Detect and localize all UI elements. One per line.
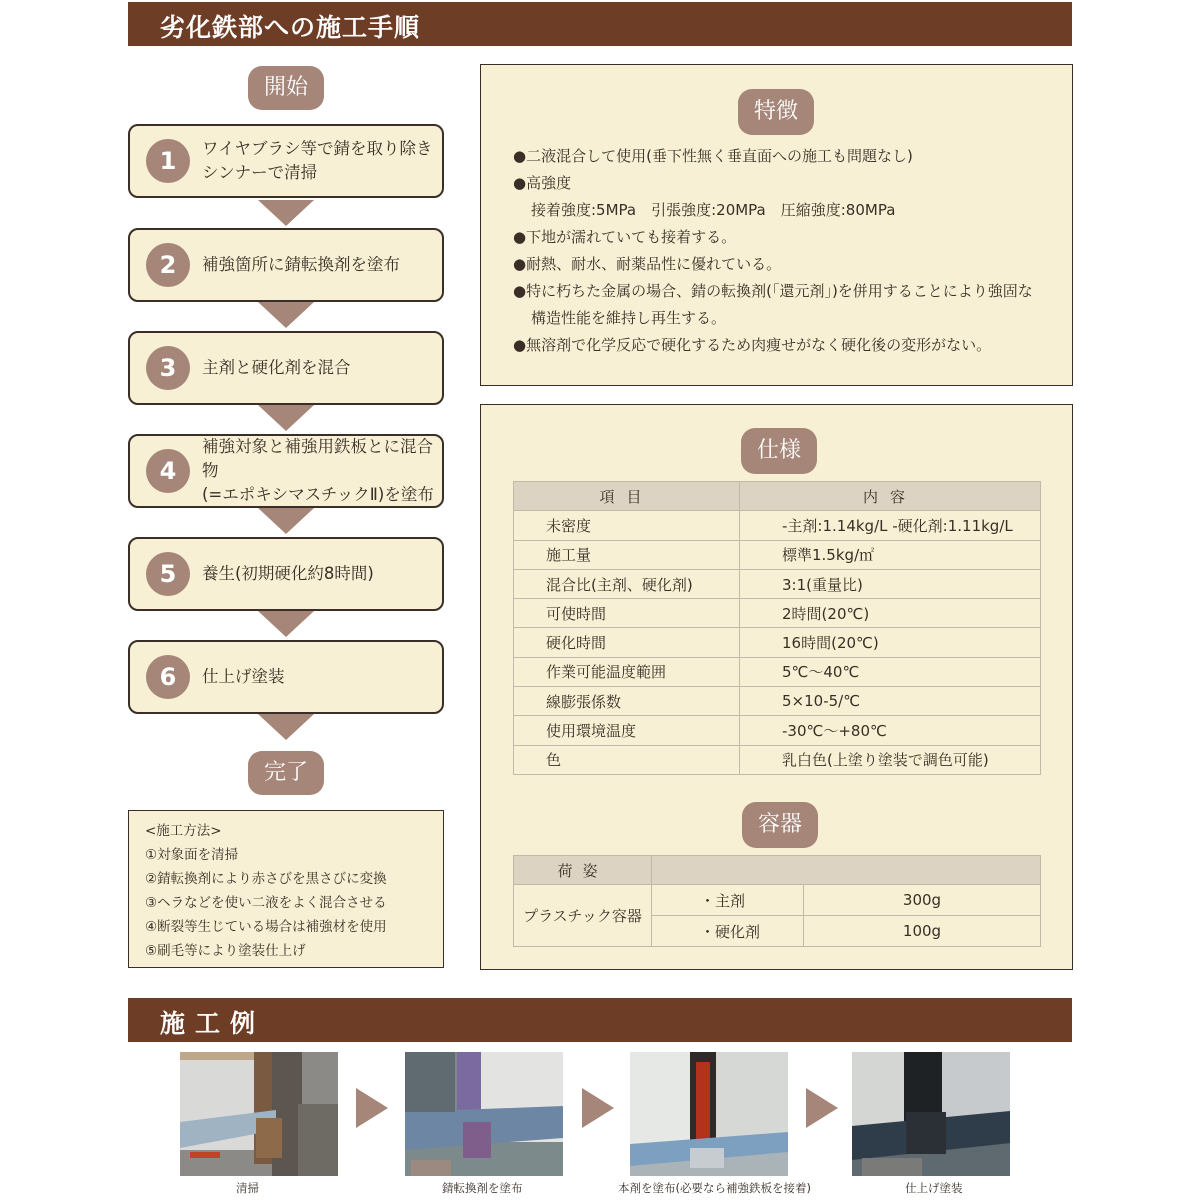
table-row <box>514 511 1041 540</box>
spec-item: 色 <box>514 745 740 774</box>
step-6 <box>128 640 444 714</box>
step-text: 仕上げ塗装 <box>202 667 285 686</box>
start-label: 開始 <box>248 66 324 110</box>
feature-line: ●高強度 <box>513 174 572 192</box>
flow-arrow <box>258 405 314 431</box>
container-header: 荷姿 <box>514 856 652 885</box>
step-text: 補強箇所に錆転換剤を塗布 <box>202 255 400 274</box>
spec-value: 標準1.5kg/㎡ <box>740 540 1041 569</box>
flow-arrow <box>258 200 314 226</box>
method-item: ⑤刷毛等により塗装仕上げ <box>145 943 306 959</box>
example-caption: 清掃 <box>236 1181 259 1195</box>
example-arrow <box>356 1088 388 1128</box>
flow-arrow <box>258 508 314 534</box>
spec-value: -30℃～+80℃ <box>740 716 1041 745</box>
spec-item: 施工量 <box>514 540 740 569</box>
example-photo-3 <box>630 1052 788 1176</box>
step-3 <box>128 331 444 405</box>
spec-value: 乳白色(上塗り塗装で調色可能) <box>740 745 1041 774</box>
feature-line: 構造性能を維持し再生する。 <box>531 309 727 327</box>
end-label: 完了 <box>248 751 324 795</box>
spec-item: 未密度 <box>514 511 740 540</box>
header-band <box>128 2 1072 46</box>
table-row <box>514 716 1041 745</box>
feature-line: ●二液混合して使用(垂下性無く垂直面への施工も問題なし) <box>513 147 913 165</box>
spec-value: 2時間(20℃) <box>740 599 1041 628</box>
spec-value: 5×10-5/℃ <box>740 687 1041 716</box>
feature-line: ●無溶剤で化学反応で硬化するため肉痩せがなく硬化後の変形がない。 <box>513 336 992 354</box>
example-caption: 錆転換剤を塗布 <box>442 1181 523 1195</box>
step-text: 補強対象と補強用鉄板とに混合物 (=エポキシマスチックⅡ)を塗布 <box>202 437 434 504</box>
spec-header-item: 項目 <box>514 482 740 511</box>
example-band <box>128 998 1072 1042</box>
example-arrow <box>806 1088 838 1128</box>
method-title: <施工方法> <box>145 823 222 839</box>
container-title: 容器 <box>742 802 818 848</box>
example-arrow <box>582 1088 614 1128</box>
spec-header-content: 内容 <box>740 482 1041 511</box>
spec-item: 可使時間 <box>514 599 740 628</box>
spec-value: 5℃～40℃ <box>740 657 1041 686</box>
table-row <box>514 745 1041 774</box>
step-number: 3 <box>146 346 190 390</box>
specs-panel <box>480 404 1073 970</box>
table-row <box>514 628 1041 657</box>
step-text: ワイヤブラシ等で錆を取り除き シンナーで清掃 <box>202 139 433 182</box>
method-item: ③ヘラなどを使い二液をよく混合させる <box>145 895 387 911</box>
example-caption: 仕上げ塗装 <box>905 1181 963 1195</box>
step-number: 1 <box>146 139 190 183</box>
step-1 <box>128 124 444 198</box>
step-number: 2 <box>146 243 190 287</box>
table-row <box>514 540 1041 569</box>
table-row <box>514 599 1041 628</box>
method-item: ②錆転換剤により赤さびを黒さびに変換 <box>145 871 387 887</box>
method-box <box>128 810 444 968</box>
spec-item: 線膨張係数 <box>514 687 740 716</box>
features-title: 特徴 <box>738 89 814 135</box>
container-header-row <box>514 856 1041 885</box>
example-photo-2 <box>405 1052 563 1176</box>
step-5 <box>128 537 444 611</box>
container-header-blank <box>652 856 1041 885</box>
table-row <box>514 885 1041 916</box>
package-type: プラスチック容器 <box>514 885 652 947</box>
step-2 <box>128 228 444 302</box>
spec-item: 硬化時間 <box>514 628 740 657</box>
spec-header-row <box>514 482 1041 511</box>
flow-arrow <box>258 611 314 637</box>
feature-line: 接着強度:5MPa 引張強度:20MPa 圧縮強度:80MPa <box>531 201 896 219</box>
spec-value: 3:1(重量比) <box>740 569 1041 598</box>
example-title: 施工例 <box>160 1009 266 1038</box>
specs-title: 仕様 <box>741 428 817 474</box>
method-item: ①対象面を清掃 <box>145 847 239 863</box>
table-row <box>514 657 1041 686</box>
step-text: 主剤と硬化剤を混合 <box>202 358 351 377</box>
example-photo-4 <box>852 1052 1010 1176</box>
features-panel <box>480 64 1073 386</box>
container-table <box>513 855 1041 947</box>
step-4 <box>128 434 444 508</box>
example-photo-1 <box>180 1052 338 1176</box>
container-item-amount: 100g <box>804 916 1041 947</box>
container-item-name: ・主剤 <box>652 885 804 916</box>
step-number: 6 <box>146 655 190 699</box>
features-list <box>513 143 1062 359</box>
feature-line: ●耐熱、耐水、耐薬品性に優れている。 <box>513 255 782 273</box>
page-title: 劣化鉄部への施工手順 <box>160 13 421 42</box>
table-row <box>514 569 1041 598</box>
feature-line: ●特に朽ちた金属の場合、錆の転換剤(「還元剤」)を併用することにより強固な <box>513 282 1033 300</box>
spec-table <box>513 481 1041 775</box>
step-number: 4 <box>146 449 190 493</box>
method-item: ④断裂等生じている場合は補強材を使用 <box>145 919 387 935</box>
example-caption: 本剤を塗布(必要なら補強鉄板を接着) <box>618 1181 811 1195</box>
container-item-name: ・硬化剤 <box>652 916 804 947</box>
spec-item: 使用環境温度 <box>514 716 740 745</box>
spec-value: -主剤:1.14kg/L -硬化剤:1.11kg/L <box>740 511 1041 540</box>
feature-line: ●下地が濡れていても接着する。 <box>513 228 737 246</box>
spec-value: 16時間(20℃) <box>740 628 1041 657</box>
step-text: 養生(初期硬化約8時間) <box>202 564 374 583</box>
container-item-amount: 300g <box>804 885 1041 916</box>
flow-arrow <box>258 302 314 328</box>
step-number: 5 <box>146 552 190 596</box>
spec-item: 作業可能温度範囲 <box>514 657 740 686</box>
table-row <box>514 687 1041 716</box>
flow-arrow <box>258 714 314 740</box>
spec-item: 混合比(主剤、硬化剤) <box>514 569 740 598</box>
